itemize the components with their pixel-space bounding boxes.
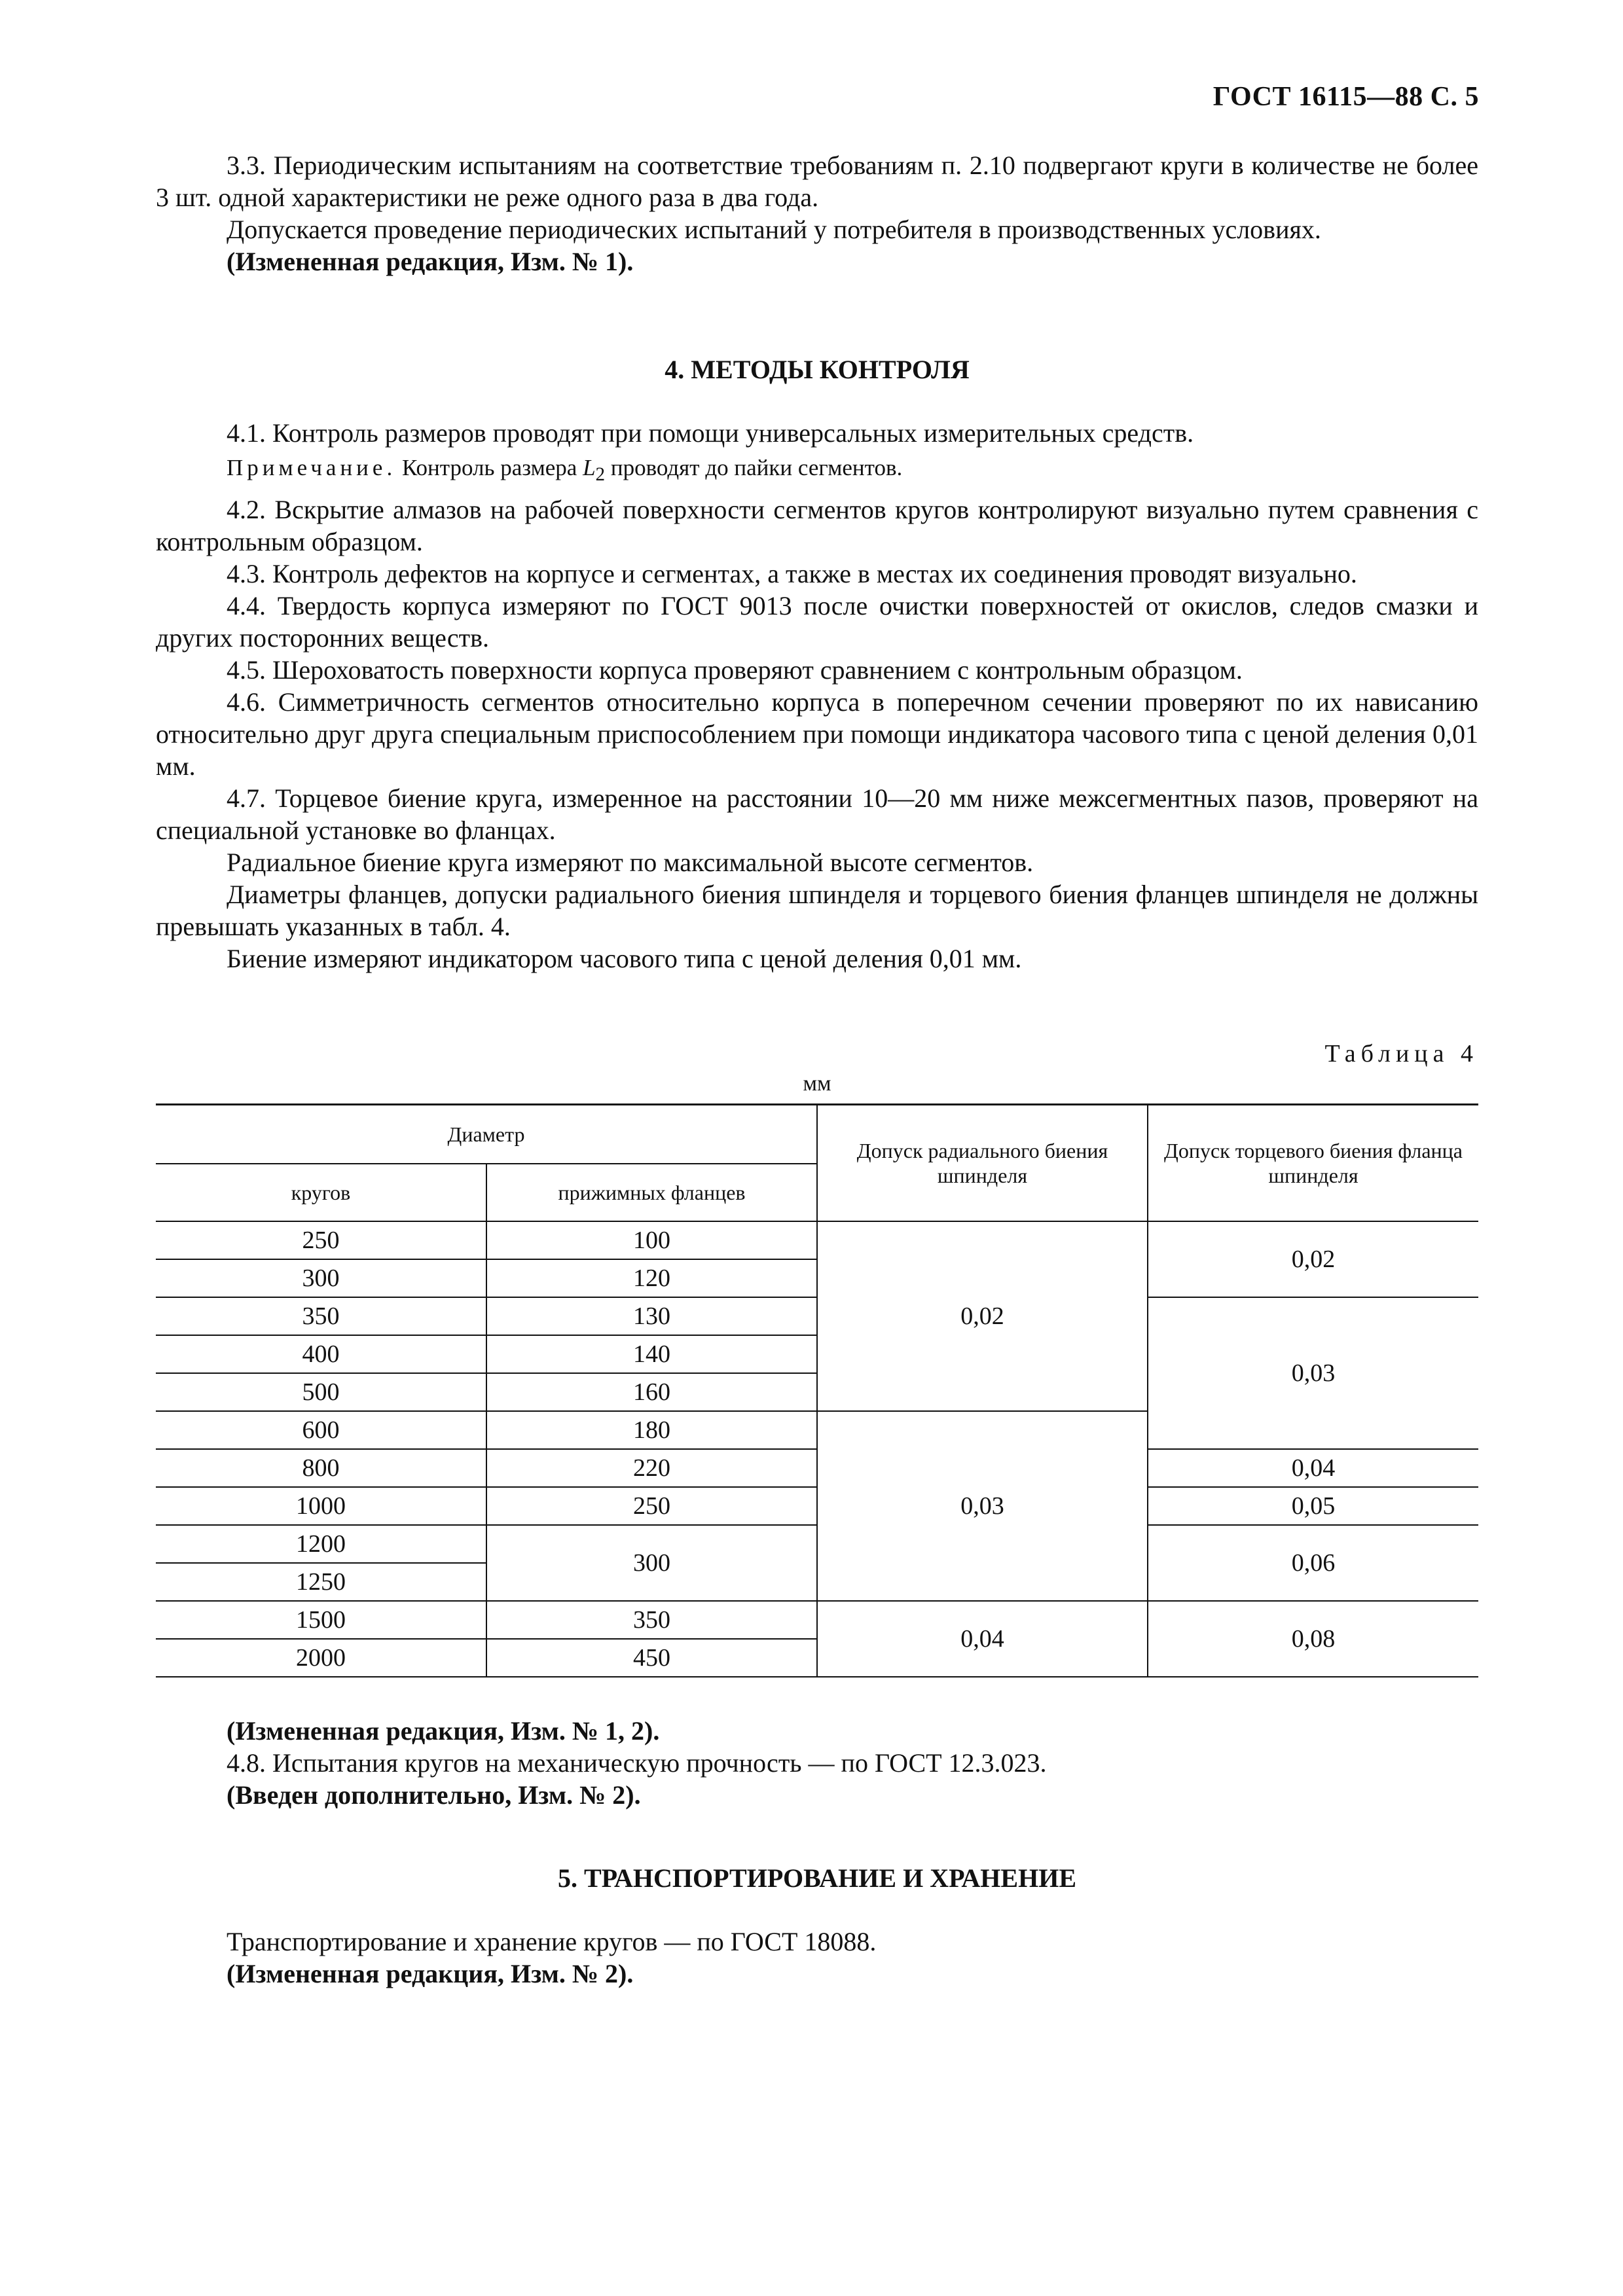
note-variable: L (583, 455, 596, 480)
note (156, 452, 1478, 491)
note-text-a: Контроль размера (396, 455, 583, 480)
cell-face: 0,06 (1148, 1525, 1478, 1601)
cell-radial: 0,04 (817, 1601, 1148, 1677)
header-diameter: Диаметр (156, 1105, 817, 1164)
header-wheels: кругов (156, 1164, 486, 1221)
section-5-title: 5. ТРАНСПОРТИРОВАНИЕ И ХРАНЕНИЕ (558, 1863, 1076, 1893)
cell-face: 0,04 (1148, 1449, 1478, 1487)
revision-note-1-2: (Измененная редакция, Изм. № 1, 2). (227, 1716, 660, 1746)
cell-flange: 160 (486, 1373, 817, 1411)
cell-wheel: 1250 (156, 1563, 486, 1601)
note-subscript: 2 (595, 464, 606, 485)
cell-flange: 180 (486, 1411, 817, 1449)
paragraph-4-2: 4.2. Вскрытие алмазов на рабочей поверхности сегментов кругов контролируют визуально путем сравнения с контрольным образцом. (156, 495, 1478, 556)
paragraph-3-3b: Допускается проведение периодических испытаний у потребителя в производственных условиях. (227, 215, 1321, 244)
paragraph-3-3: 3.3. Периодическим испытаниям на соответствие требованиям п. 2.10 подвергают круги в количестве не более 3 шт. одной характеристики не реже одного раза в два года. (156, 151, 1478, 212)
cell-wheel: 600 (156, 1411, 486, 1449)
cell-flange: 450 (486, 1639, 817, 1677)
section-3 (156, 149, 1478, 278)
cell-face: 0,03 (1148, 1297, 1478, 1449)
cell-flange: 140 (486, 1335, 817, 1373)
paragraph-4-5: 4.5. Шероховатость поверхности корпуса проверяют сравнением с контрольным образцом. (227, 655, 1243, 685)
revision-note: (Измененная редакция, Изм. № 1). (227, 247, 634, 276)
cell-face: 0,02 (1148, 1221, 1478, 1297)
note-text-b: проводят до пайки сегментов. (605, 455, 903, 480)
note-label: Примечание. (227, 455, 397, 480)
paragraph-4-3: 4.3. Контроль дефектов на корпусе и сегментах, а также в местах их соединения проводят визуально. (227, 559, 1357, 588)
table-unit: мм (803, 1071, 831, 1096)
cell-flange: 120 (486, 1259, 817, 1297)
added-note: (Введен дополнительно, Изм. № 2). (227, 1780, 641, 1810)
cell-flange: 220 (486, 1449, 817, 1487)
cell-flange: 300 (486, 1525, 817, 1601)
cell-radial: 0,02 (817, 1221, 1148, 1411)
header-flanges: прижимных фланцев (486, 1164, 817, 1221)
paragraph-4-7c: Диаметры фланцев, допуски радиального биения шпинделя и торцевого биения фланцев шпинделя не должны превышать указанных в табл. 4. (156, 880, 1478, 941)
paragraph-4-7b: Радиальное биение круга измеряют по максимальной высоте сегментов. (227, 848, 1034, 877)
paragraph-4-1: 4.1. Контроль размеров проводят при помощи универсальных измерительных средств. (227, 418, 1194, 448)
section-4-tail (156, 1715, 1478, 1811)
table-caption: Таблица 4 (1324, 1040, 1478, 1067)
cell-wheel: 350 (156, 1297, 486, 1335)
cell-face: 0,05 (1148, 1487, 1478, 1525)
table-row (156, 1221, 1478, 1259)
paragraph-4-4: 4.4. Твердость корпуса измеряют по ГОСТ 9013 после очистки поверхностей от окислов, следов смазки и других посторонних веществ. (156, 591, 1478, 653)
page-header: ГОСТ 16115—88 С. 5 (1213, 82, 1479, 112)
cell-flange: 350 (486, 1601, 817, 1639)
section-5 (156, 1862, 1478, 1990)
table-4 (156, 1103, 1478, 1677)
cell-flange: 100 (486, 1221, 817, 1259)
cell-flange: 130 (486, 1297, 817, 1335)
cell-wheel: 250 (156, 1221, 486, 1259)
paragraph-4-7: 4.7. Торцевое биение круга, измеренное на расстоянии 10—20 мм ниже межсегментных пазов, проверяют на специальной установке во фланцах. (156, 783, 1478, 845)
table-row (156, 1601, 1478, 1639)
cell-wheel: 800 (156, 1449, 486, 1487)
cell-flange: 250 (486, 1487, 817, 1525)
paragraph-5: Транспортирование и хранение кругов — по ГОСТ 18088. (227, 1927, 877, 1956)
cell-wheel: 300 (156, 1259, 486, 1297)
cell-wheel: 1200 (156, 1525, 486, 1563)
header-radial-runout: Допуск радиального биения шпинделя (817, 1105, 1148, 1222)
header-face-runout: Допуск торцевого биения фланца шпинделя (1148, 1105, 1478, 1222)
cell-wheel: 400 (156, 1335, 486, 1373)
section-4 (156, 353, 1478, 975)
cell-radial: 0,03 (817, 1411, 1148, 1601)
paragraph-4-7d: Биение измеряют индикатором часового типа с ценой деления 0,01 мм. (227, 944, 1022, 973)
cell-wheel: 1500 (156, 1601, 486, 1639)
cell-wheel: 500 (156, 1373, 486, 1411)
paragraph-4-6: 4.6. Симметричность сегментов относительно корпуса в поперечном сечении проверяют по их нависанию относительно друг друга специальным приспособлением при помощи индикатора часового типа с ценой деления 0,01 мм. (156, 687, 1478, 781)
revision-note-2: (Измененная редакция, Изм. № 2). (227, 1959, 634, 1988)
table-4-block (156, 1041, 1478, 1677)
paragraph-4-8: 4.8. Испытания кругов на механическую прочность — по ГОСТ 12.3.023. (227, 1748, 1047, 1778)
cell-wheel: 2000 (156, 1639, 486, 1677)
cell-wheel: 1000 (156, 1487, 486, 1525)
section-4-title: 4. МЕТОДЫ КОНТРОЛЯ (665, 355, 970, 384)
cell-face: 0,08 (1148, 1601, 1478, 1677)
